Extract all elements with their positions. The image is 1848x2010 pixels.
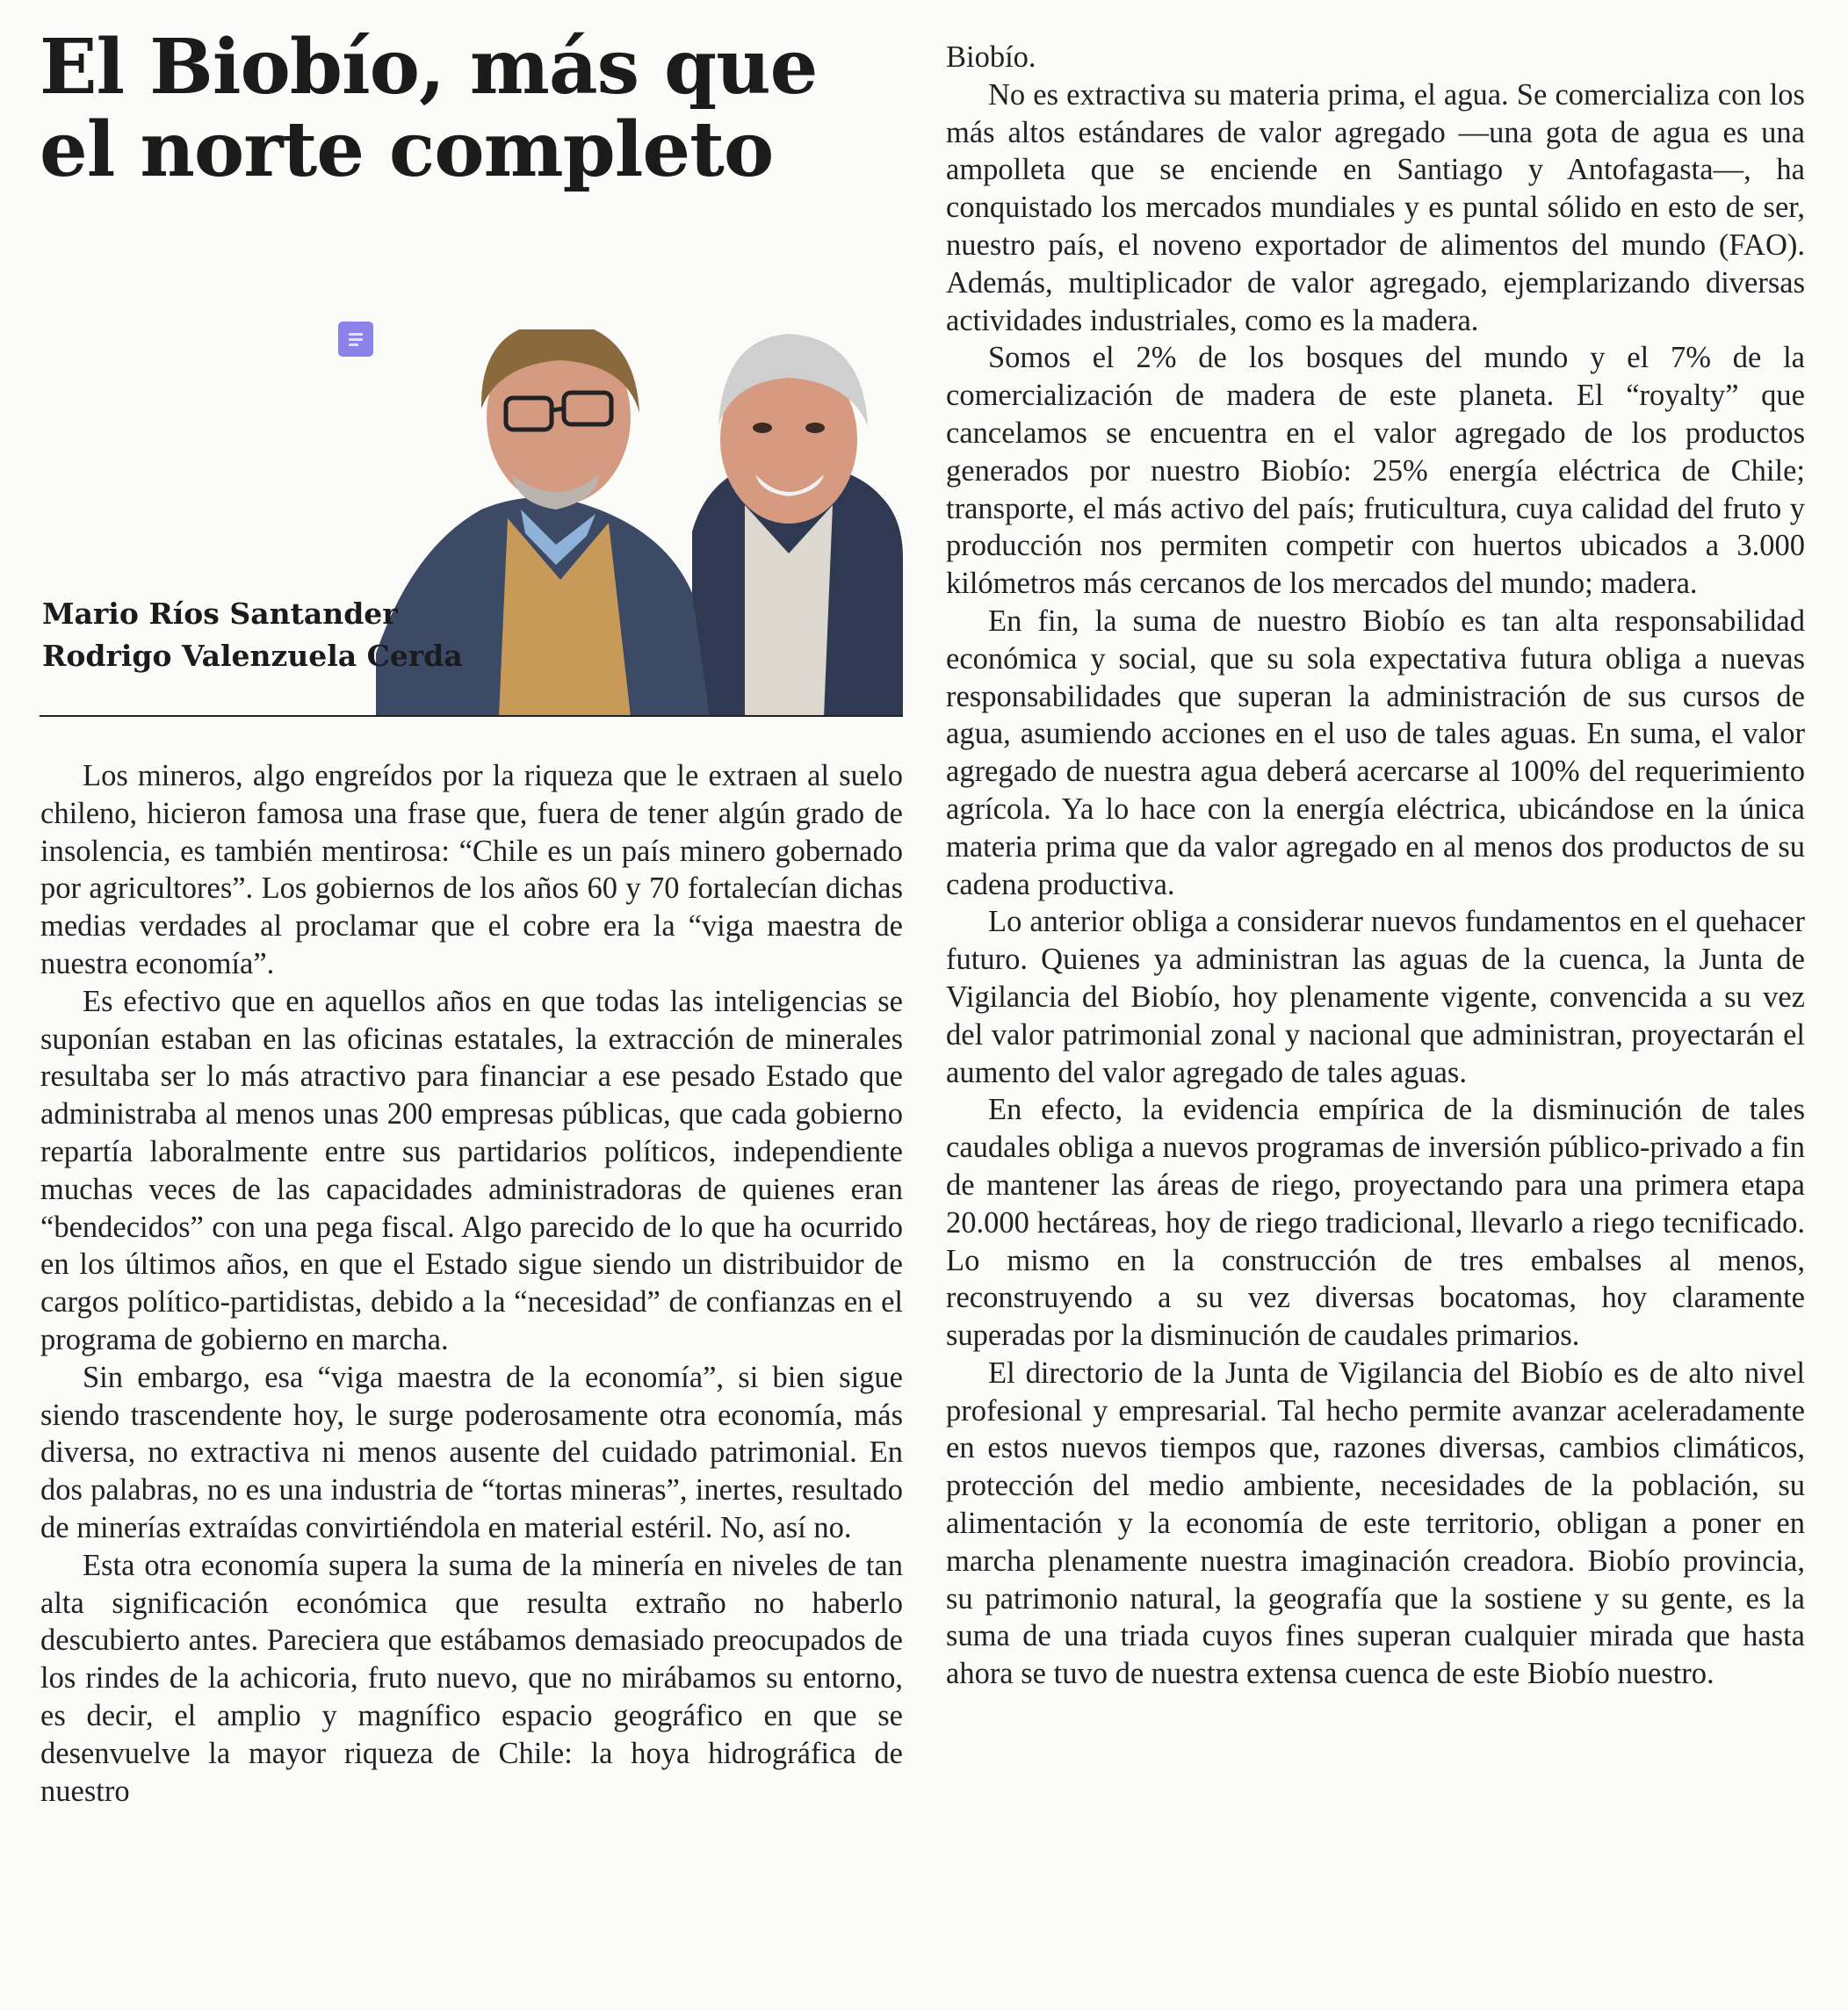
article-column-right bbox=[946, 39, 1805, 1693]
paragraph: Sin embargo, esa “viga maestra de la economía”, si bien sigue siendo trascendente hoy, le surge poderosamente otra economía, más diversa, no extractiva ni menos ausente del cuidado patrimonial. En dos palabras, no es una industria de “tortas mineras”, inertes, resultado de minerías extraídas convirtiéndola en material estéril. No, así no. bbox=[40, 1360, 903, 1544]
paragraph: En fin, la suma de nuestro Biobío es tan alta responsabilidad económica y social, que su sola expectativa futura obliga a nuevas responsabilidades que superan la administración de sus cursos de agua, asumiendo acciones en el uso de tales aguas. En suma, el valor agregado de nuestra agua deberá acercarse al 100% del requerimiento agrícola. Ya lo hace con la energía eléctrica, ubicándose en la única materia prima que da valor agregado en al menos dos productos de su cadena productiva. bbox=[946, 604, 1805, 901]
paragraph: Esta otra economía supera la suma de la minería en niveles de tan alta significación económica que resulta extraño no haberlo descubierto antes. Pareciera que estábamos demasiado preocupados de los rindes de la achicoria, fruto nuevo, que no mirábamos su entorno, es decir, el amplio y magnífico espacio geográfico en que se desenvuelve la mayor riqueza de Chile: la hoya hidrográfica de nuestro bbox=[40, 1548, 903, 1808]
author-photo-right bbox=[692, 334, 903, 717]
document-note-icon[interactable] bbox=[338, 322, 373, 357]
author-byline bbox=[42, 593, 463, 677]
byline-rule bbox=[40, 715, 903, 717]
author-name: Mario Ríos Santander bbox=[42, 596, 398, 631]
paragraph: El directorio de la Junta de Vigilancia del Biobío es de alto nivel profesional y empresarial. Tal hecho permite avanzar aceleradamente en estos nuevos tiempos que, razones diversas, cambios climáticos, protección del medio ambiente, necesidades de la población, su alimentación y la economía de este territorio, obligan a poner en marcha plenamente nuestra imaginación creadora. Biobío provincia, su patrimonio natural, la geografía que la sostiene y su gente, es la suma de una triada cuyos fines superan cualquier mirada que hasta ahora se tuvo de nuestra extensa cuenca de este Biobío nuestro. bbox=[946, 1356, 1805, 1691]
article-title: El Biobío, más que el norte completo bbox=[40, 23, 818, 194]
paragraph: En efecto, la evidencia empírica de la disminución de tales caudales obliga a nuevos programas de inversión público-privado a fin de mantener las áreas de riego, proyectando para una primera etapa 20.000 hectáreas, hoy de riego tradicional, llevarlo a riego tecnificado. Lo mismo en la construcción de tres embalses al menos, reconstruyendo a su vez diversas bocatomas, hoy claramente superadas por la disminución de caudales primarios. bbox=[946, 1093, 1805, 1353]
paragraph-continuation: Biobío. bbox=[946, 40, 1036, 74]
paragraph: Es efectivo que en aquellos años en que todas las inteligencias se suponían estaban en las oficinas estatales, la extracción de minerales resultaba ser lo más atractivo para financiar a ese pesado Estado que administraba al menos unas 200 empresas públicas, que cada gobierno repartía laboralmente entre sus partidarios políticos, independiente muchas veces de las capacidades administradoras de quienes eran “bendecidos” con una pega fiscal. Algo parecido de lo que ha ocurrido en los últimos años, en que el Estado sigue siendo un distribuidor de cargos político-partidistas, debido a la “necesidad” de confianzas en el programa de gobierno en marcha. bbox=[40, 984, 903, 1356]
paragraph: Lo anterior obliga a considerar nuevos fundamentos en el quehacer futuro. Quienes ya administran las aguas de la cuenca, la Junta de Vigilancia del Biobío, hoy plenamente vigente, convencida a su vez del valor patrimonial zonal y nacional que administran, proyectarán el aumento del valor agregado de tales aguas. bbox=[946, 905, 1805, 1089]
paragraph: Somos el 2% de los bosques del mundo y el 7% de la comercialización de madera de este planeta. El “royalty” que cancelamos se encuentra en el valor agregado de los productos generados por nuestro Biobío: 25% energía eléctrica de Chile; transporte, el más activo del país; fruticultura, cuya calidad del fruto y producción nos permiten competir con huertos ubicados a 3.000 kilómetros más cercanos de los mercados del mundo; madera. bbox=[946, 341, 1805, 601]
paragraph: No es extractiva su materia prima, el agua. Se comercializa con los más altos estándares de valor agregado —una gota de agua es una ampolleta que se enciende en Santiago y Antofagasta—, ha conquistado los mercados mundiales y es puntal sólido en esto de ser, nuestro país, el noveno exportador de alimentos del mundo (FAO). Además, multiplicador de valor agregado, ejemplarizando diversas actividades industriales, como es la madera. bbox=[946, 77, 1805, 337]
article-column-left bbox=[40, 757, 903, 1810]
author-name: Rodrigo Valenzuela Cerda bbox=[42, 639, 463, 673]
paragraph: Los mineros, algo engreídos por la riqueza que le extraen al suelo chileno, hicieron famosa una frase que, fuera de tener algún grado de insolencia, es también mentirosa: “Chile es un país minero gobernado por agricultores”. Los gobiernos de los años 60 y 70 fortalecían dichas medias verdades al proclamar que el cobre era la “viga maestra de nuestra economía”. bbox=[40, 759, 903, 980]
